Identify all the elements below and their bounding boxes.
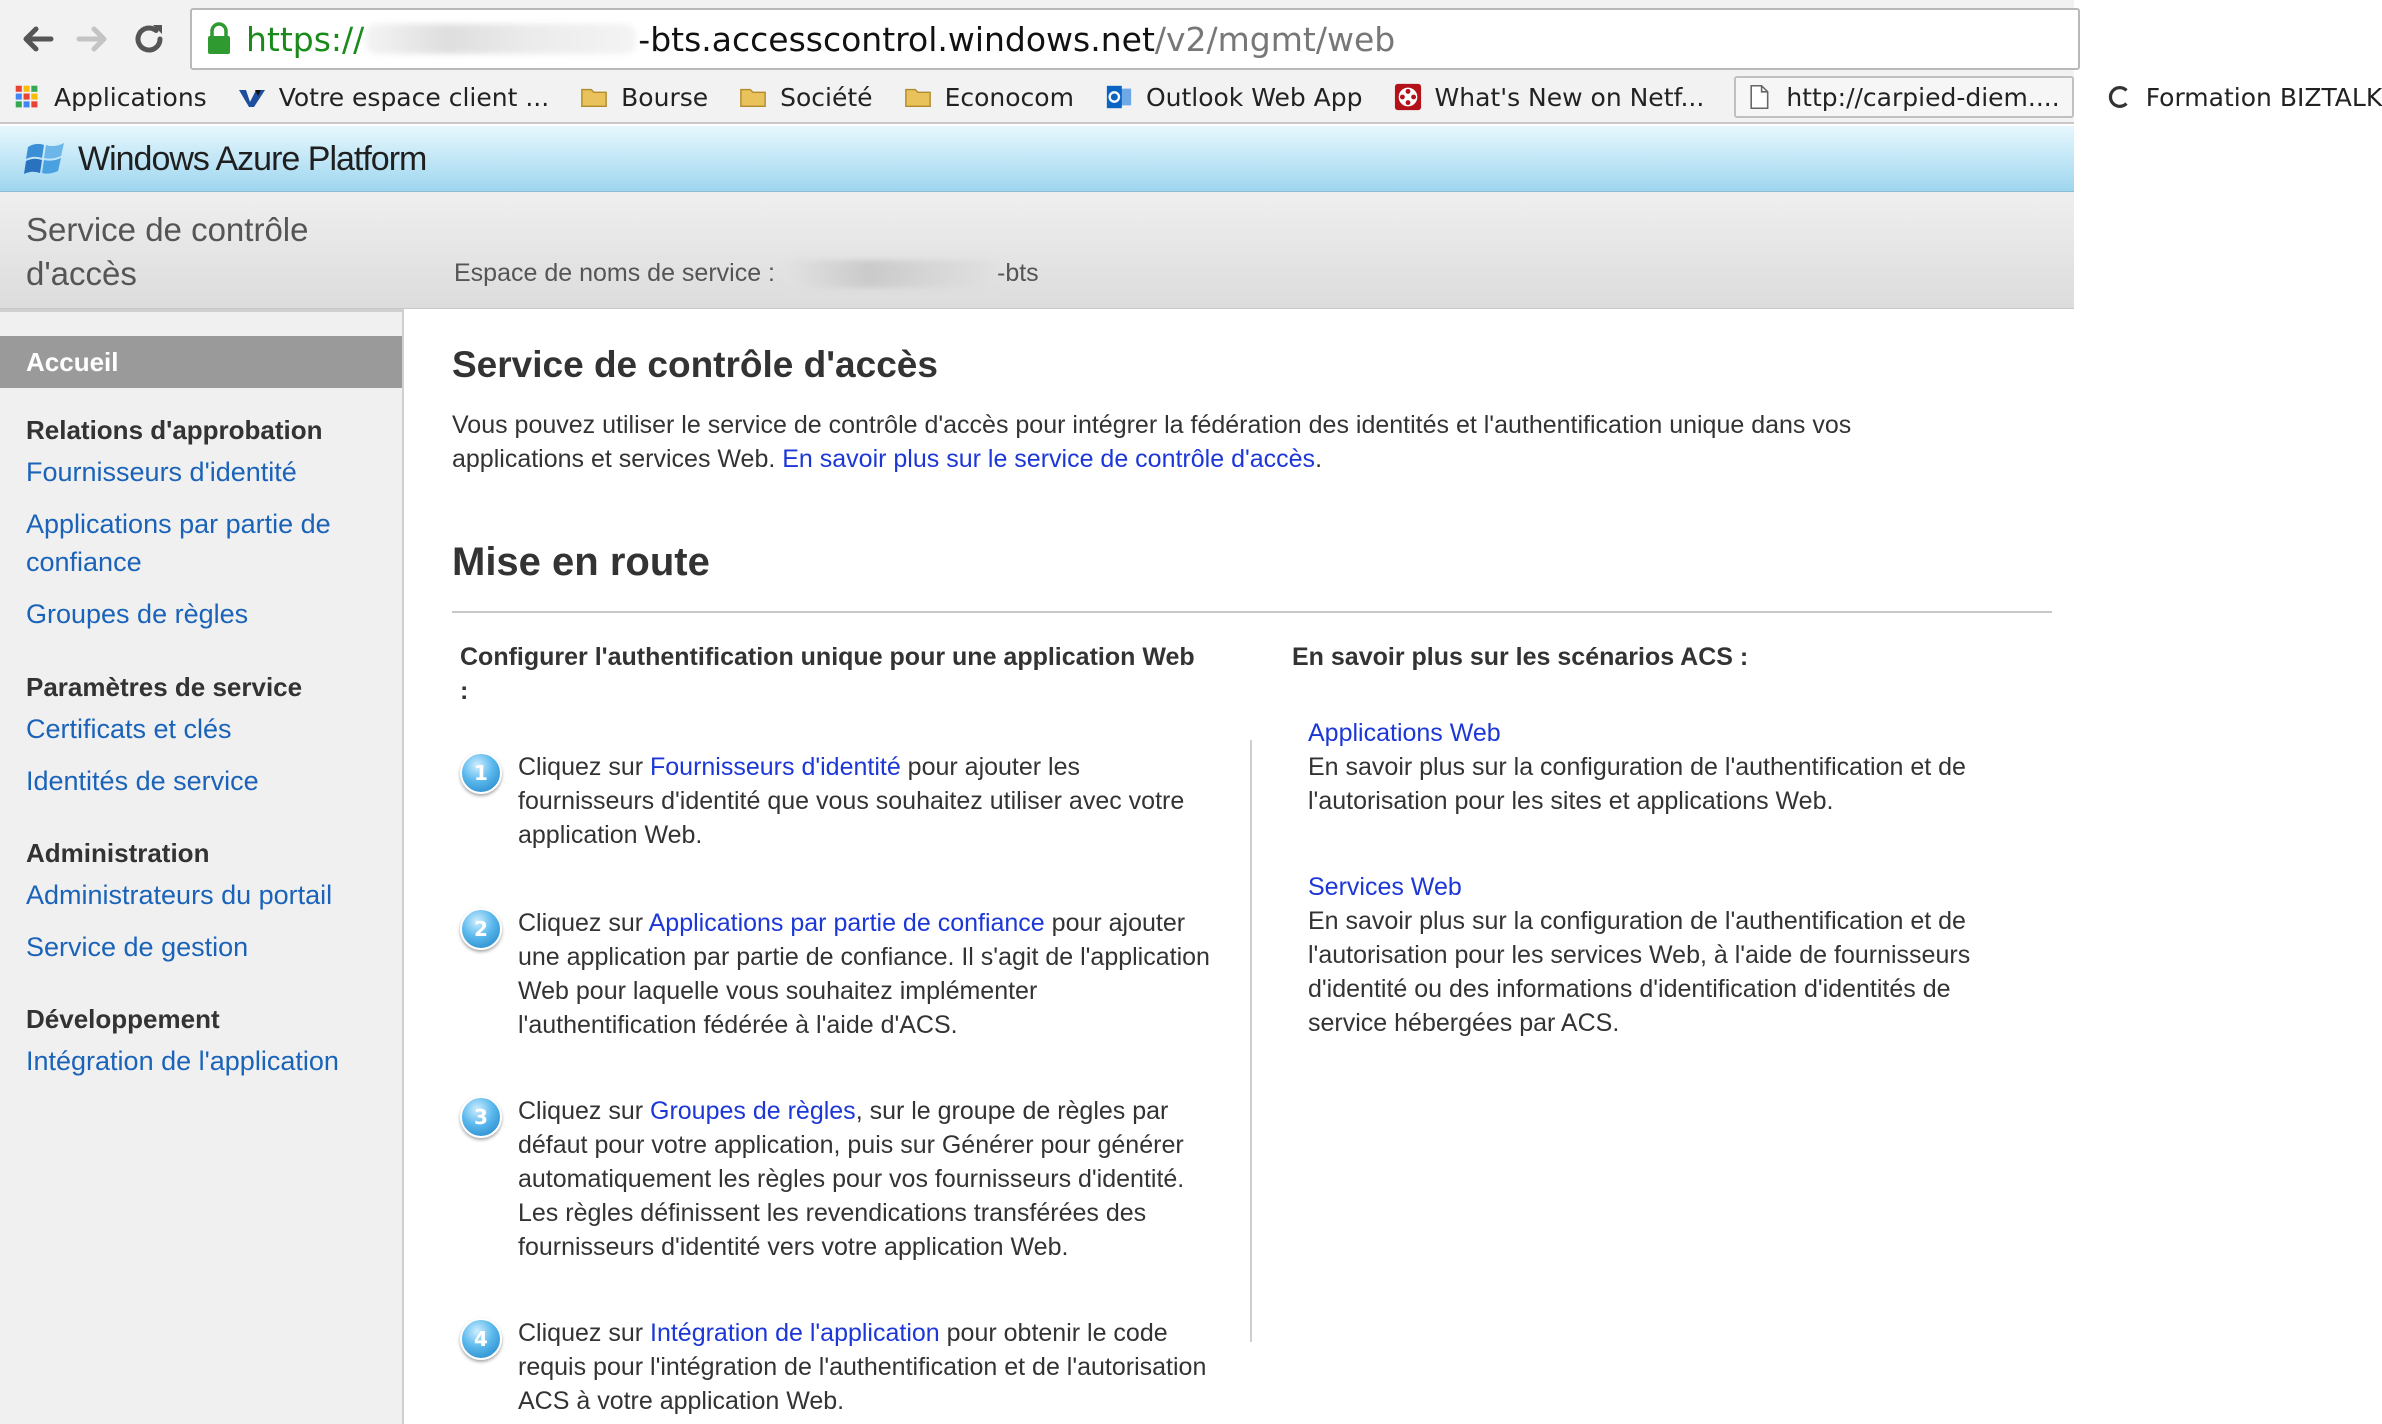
step-text-before: Cliquez sur (518, 1097, 650, 1125)
intro-text: Vous pouvez utiliser le service de contrôle d'accès pour intégrer la fédération des identités et l'authentification unique dans vos applications et services Web. (452, 411, 1852, 473)
bookmark-label: Econocom (944, 82, 1074, 112)
scenario-link-services-web[interactable]: Services Web (1308, 873, 1462, 901)
sidebar-heading: Administration (26, 838, 210, 868)
scenario-link-applications-web[interactable]: Applications Web (1308, 719, 1501, 747)
film-reel-icon (1393, 82, 1423, 112)
sidebar-item-service-gestion[interactable]: Service de gestion (26, 932, 249, 962)
windows-flag-icon (24, 139, 68, 179)
section-title: Mise en route (452, 540, 710, 584)
url-redacted (366, 24, 636, 54)
namespace-label: Espace de noms de service : (454, 259, 775, 287)
bookmark-item[interactable] (1734, 76, 2073, 118)
bookmark-label: What's New on Netf... (1434, 82, 1705, 112)
bookmark-item[interactable] (2104, 82, 2382, 112)
service-band (0, 192, 2074, 309)
c-logo-icon (2104, 82, 2134, 112)
step-text-before: Cliquez sur (518, 1319, 650, 1347)
page-icon (1744, 82, 1774, 112)
bookmark-label: Applications (54, 82, 207, 112)
bookmark-item[interactable] (237, 82, 549, 112)
folder-icon (903, 82, 933, 112)
step-text-after: pour ajouter les fournisseurs d'identité que vous souhaitez utiliser avec votre application Web. (518, 753, 1185, 849)
azure-header (0, 126, 2074, 192)
folder-icon (738, 82, 768, 112)
namespace-info (454, 259, 1039, 288)
step-number-icon: 1 (460, 752, 502, 794)
step-number-icon: 2 (460, 908, 502, 950)
bookmark-item[interactable] (12, 82, 207, 112)
sidebar (0, 309, 404, 1424)
sidebar-item-integration[interactable]: Intégration de l'application (26, 1046, 339, 1076)
back-button[interactable] (10, 12, 64, 66)
brand-icon (237, 82, 267, 112)
step-text (518, 1094, 1218, 1264)
scenario-web-services (1308, 870, 2028, 1040)
step-text (518, 906, 1218, 1042)
step-text-after: pour ajouter une application par partie de confiance. Il s'agit de l'application Web pour laquelle vous souhaitez implémenter l'authentification fédérée à l'aide d'ACS. (518, 909, 1210, 1039)
namespace-redacted (785, 260, 995, 288)
scenarios-heading: En savoir plus sur les scénarios ACS : (1292, 643, 1749, 671)
main-content (452, 340, 2052, 1415)
setup-steps (460, 640, 1220, 1415)
intro-end: . (1315, 445, 1323, 473)
acs-scenarios (1292, 640, 2052, 1037)
bookmark-item[interactable] (1104, 82, 1363, 112)
azure-logo[interactable] (24, 136, 426, 182)
step-text-before: Cliquez sur (518, 909, 649, 937)
column-divider (1250, 740, 1252, 1342)
browser-toolbar (0, 0, 2074, 78)
step-text (518, 750, 1218, 852)
outlook-icon (1104, 82, 1134, 112)
bookmarks-bar (0, 72, 2382, 124)
intro-paragraph (452, 408, 1952, 476)
logo-text: Windows Azure Platform (78, 139, 427, 178)
sidebar-section-developpement (26, 1000, 386, 1080)
service-title: Service de contrôle d'accès (26, 211, 309, 292)
sidebar-item-accueil[interactable]: Accueil (0, 336, 402, 388)
bookmark-item[interactable] (903, 82, 1074, 112)
scenario-description: En savoir plus sur la configuration de l'authentification et de l'autorisation pour les services Web, à l'aide de fournisseurs d'identité ou des informations d'identification d'identités de service hébergées par ACS. (1308, 907, 1971, 1037)
step-text-after: , sur le groupe de règles par défaut pour votre application, puis sur Générer pour générer automatiquement les règles pour vos fournisseurs d'identité. Les règles définissent les revendications transférées des fournisseurs d'identité vers votre application Web. (518, 1097, 1185, 1261)
url-path: /v2/mgmt/web (1154, 19, 1396, 59)
bookmark-item[interactable] (1393, 82, 1705, 112)
sidebar-section-parametres (26, 668, 386, 800)
sidebar-item-identites[interactable]: Identités de service (26, 766, 259, 796)
forward-arrow-icon (73, 19, 113, 59)
bookmark-label: Formation BIZTALK (2145, 82, 2382, 112)
url-host: -bts.accesscontrol.windows.net (638, 19, 1155, 59)
bookmark-label: http://carpied-diem.... (1786, 82, 2060, 112)
step-number-icon: 3 (460, 1096, 502, 1138)
step-link-integration[interactable]: Intégration de l'application (650, 1319, 940, 1347)
address-bar[interactable] (190, 8, 2080, 70)
sidebar-item-applications[interactable]: Applications par partie de confiance (26, 509, 331, 577)
sidebar-item-administrateurs[interactable]: Administrateurs du portail (26, 880, 333, 910)
bookmark-label: Bourse (621, 82, 709, 112)
step-text-after: pour obtenir le code requis pour l'intégration de l'authentification et de l'autorisation ACS à votre application Web. (518, 1319, 1207, 1415)
sidebar-item-fournisseurs[interactable]: Fournisseurs d'identité (26, 457, 297, 487)
step-link-applications[interactable]: Applications par partie de confiance (648, 909, 1045, 937)
bookmark-label: Outlook Web App (1145, 82, 1363, 112)
step-link-groupes[interactable]: Groupes de règles (650, 1097, 856, 1125)
page-title: Service de contrôle d'accès (452, 344, 938, 385)
section-divider (452, 611, 2052, 613)
scenario-web-apps (1308, 716, 2028, 818)
sidebar-heading: Paramètres de service (26, 672, 303, 702)
folder-icon (579, 82, 609, 112)
step-number-icon: 4 (460, 1318, 502, 1360)
sidebar-heading: Développement (26, 1004, 220, 1034)
step-text (518, 1316, 1218, 1418)
sidebar-section-administration (26, 834, 386, 966)
reload-button[interactable] (122, 12, 176, 66)
bookmark-item[interactable] (579, 82, 708, 112)
back-arrow-icon (17, 19, 57, 59)
apps-grid-icon (12, 82, 42, 112)
learn-more-link[interactable]: En savoir plus sur le service de contrôle d'accès (782, 445, 1316, 473)
step-text-before: Cliquez sur (518, 753, 650, 781)
sidebar-item-certificats[interactable]: Certificats et clés (26, 714, 232, 744)
lock-icon (204, 20, 234, 58)
bookmark-label: Société (780, 82, 873, 112)
reload-icon (129, 19, 169, 59)
sidebar-item-groupes[interactable]: Groupes de règles (26, 599, 249, 629)
bookmark-label: Votre espace client ... (278, 82, 550, 112)
sidebar-section-relations (26, 411, 386, 633)
steps-heading: Configurer l'authentification unique pour une application Web : (460, 643, 1195, 705)
bookmark-item[interactable] (738, 82, 872, 112)
scenario-description: En savoir plus sur la configuration de l'authentification et de l'autorisation pour les sites et applications Web. (1308, 753, 1966, 815)
url-scheme: https:// (246, 19, 365, 59)
namespace-suffix: -bts (997, 259, 1039, 287)
forward-button[interactable] (66, 12, 120, 66)
sidebar-heading: Relations d'approbation (26, 415, 323, 445)
step-link-fournisseurs[interactable]: Fournisseurs d'identité (650, 753, 901, 781)
